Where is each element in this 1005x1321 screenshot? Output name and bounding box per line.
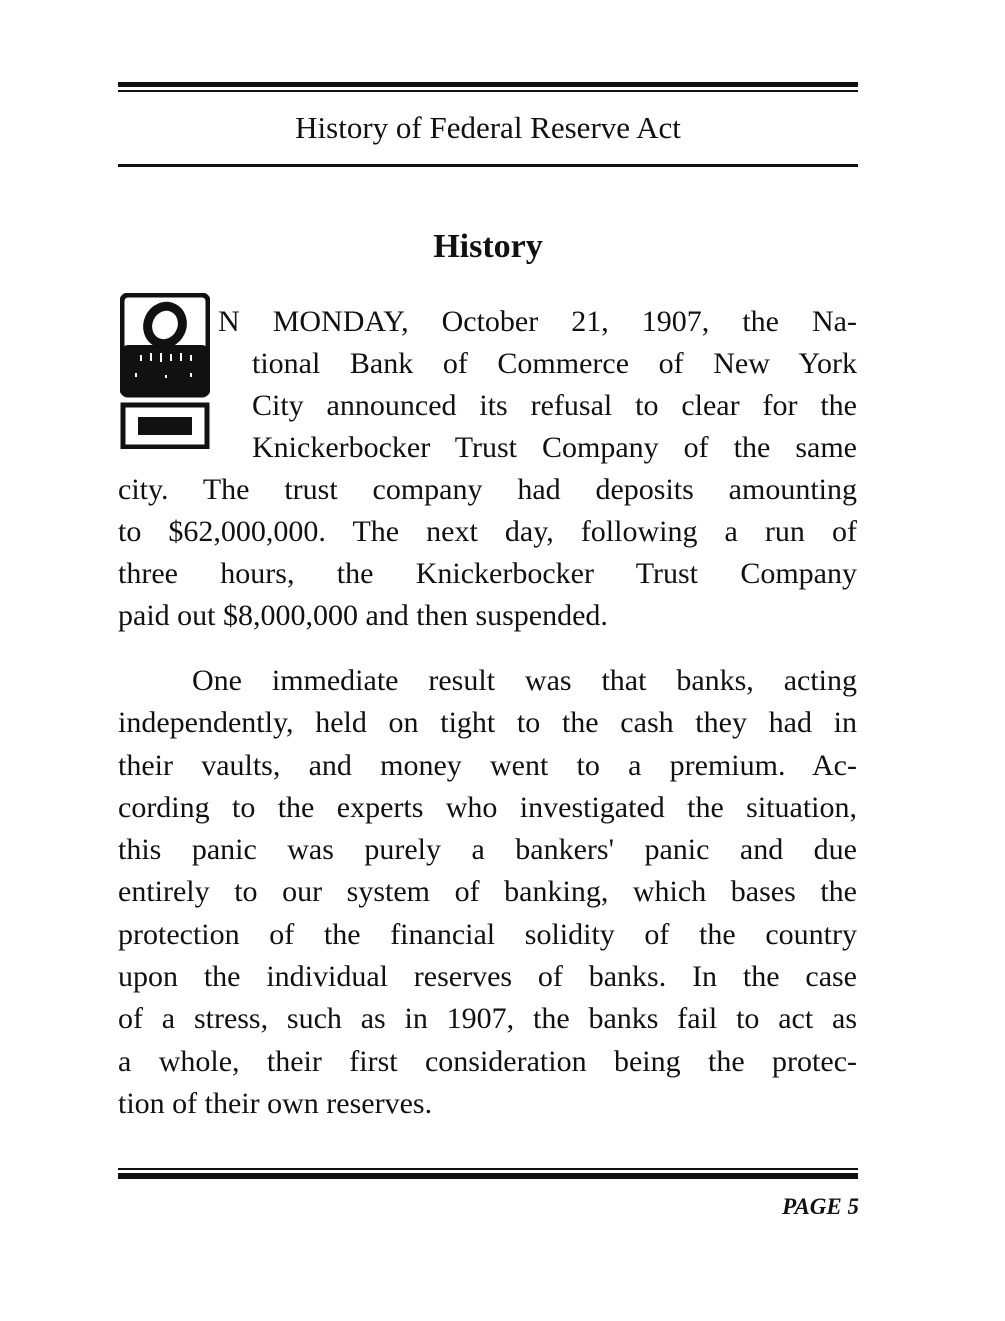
text-line: three hours, the Knickerbocker Trust Company: [118, 557, 857, 590]
text-line: paid out $8,000,000 and then suspended.: [118, 599, 608, 632]
header-rule: [118, 164, 858, 167]
text-line: tion of their own reserves.: [118, 1087, 433, 1120]
text-line: protection of the financial solidity of the country: [118, 918, 857, 951]
text-line: their vaults, and money went to a premium. Ac-: [118, 749, 857, 782]
text-line: Knickerbocker Trust Company of the same: [252, 431, 857, 464]
text-line: of a stress, such as in 1907, the banks fail to act as: [118, 1002, 857, 1035]
section-title: History: [433, 228, 543, 265]
text-line: a whole, their first consideration being the protec-: [118, 1045, 857, 1078]
text-line: One immediate result was that banks, acting: [192, 664, 857, 697]
top-rule-thin: [118, 90, 858, 92]
top-rule-thick: [118, 82, 858, 87]
text-line: independently, held on tight to the cash they had in: [118, 706, 857, 739]
text-line: city. The trust company had deposits amounting: [118, 473, 857, 506]
text-line: entirely to our system of banking, which bases the: [118, 875, 857, 908]
text-line: cording to the experts who investigated the situation,: [118, 791, 857, 824]
page-number: PAGE 5: [782, 1194, 859, 1219]
text-line: N MONDAY, October 21, 1907, the Na-: [218, 305, 857, 338]
running-header: History of Federal Reserve Act: [295, 110, 681, 145]
text-line: upon the individual reserves of banks. In the case: [118, 960, 857, 993]
text-line: to $62,000,000. The next day, following a run of: [118, 515, 857, 548]
text-line: tional Bank of Commerce of New York: [252, 347, 857, 380]
footer-rule-thick: [118, 1173, 858, 1179]
footer-rule-thin: [118, 1168, 858, 1170]
drop-cap-ornament: [120, 293, 210, 454]
text-line: City announced its refusal to clear for the: [252, 389, 857, 422]
text-line: this panic was purely a bankers' panic and due: [118, 833, 857, 866]
